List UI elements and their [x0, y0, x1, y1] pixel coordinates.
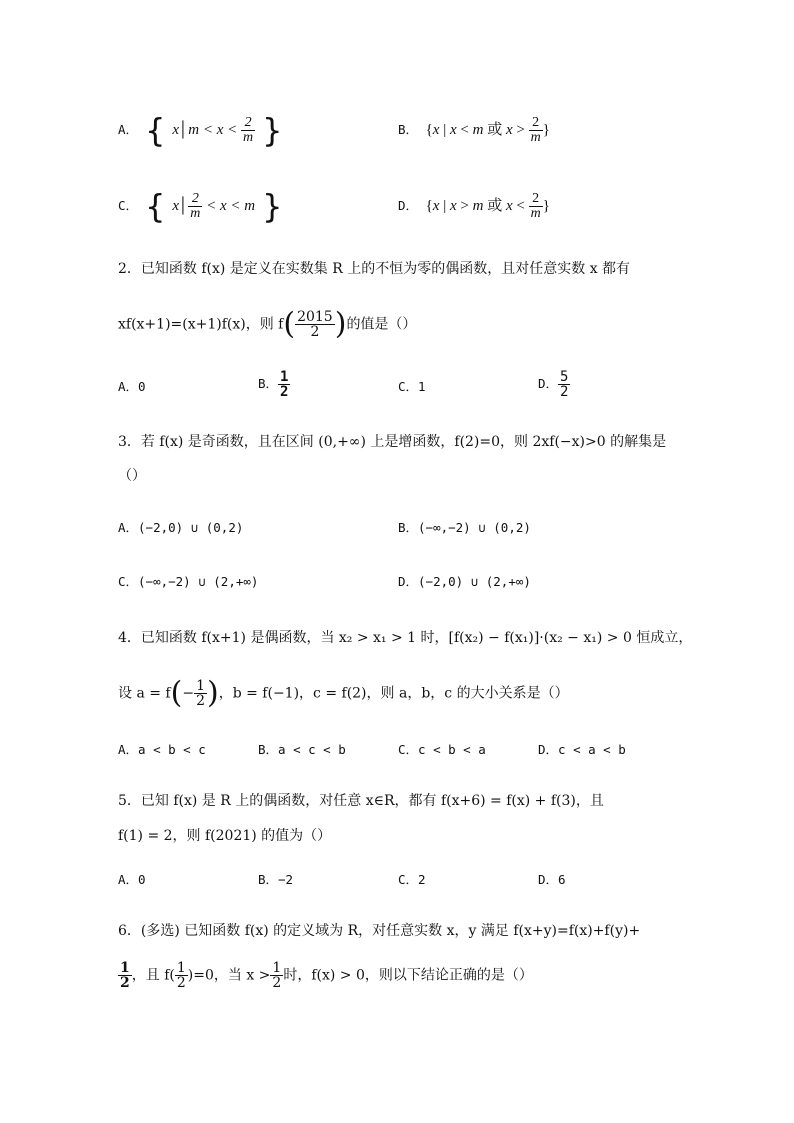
q4-frac-num: 1 — [196, 678, 205, 694]
q2-option-b-num: 1 — [280, 369, 289, 385]
q1-option-b-label: B． — [398, 121, 419, 137]
right-brace-icon: } — [262, 187, 282, 226]
q2-option-d-den: 2 — [560, 384, 569, 400]
q2-option-d[interactable] — [538, 370, 570, 399]
q6-half-num: 1 — [120, 960, 130, 976]
q2-option-b-den: 2 — [280, 384, 289, 400]
q1-option-d[interactable]: D． {x | x > m 或 x < $\frac{2}{m}$ } — [398, 191, 550, 221]
q5-line1: 5．已知 f(x) 是 R 上的偶函数，对任意 x∈R，都有 f(x+6) = f(x) + f(3)，且 — [118, 793, 604, 809]
q2-option-b-label: B． — [258, 376, 279, 391]
q5-option-d[interactable]: D．6 — [538, 872, 566, 887]
q4-option-a[interactable]: A．a < b < c — [118, 742, 206, 757]
q1-option-a[interactable] — [118, 111, 282, 150]
q2-option-c[interactable]: C．1 — [398, 379, 426, 394]
q6-frac-num: 1 — [176, 960, 186, 976]
q5-option-c[interactable]: C．2 — [398, 872, 426, 887]
q2-line2-post: 的值是（） — [346, 316, 417, 333]
q4-line2-pre: 设 a = f — [118, 685, 171, 702]
q3-option-c[interactable]: C．(−∞,−2) ∪ (2,+∞) — [118, 574, 259, 589]
q4-frac-den: 2 — [196, 693, 205, 709]
q2-option-a[interactable]: A．0 — [118, 379, 146, 394]
q1-option-a-label: A． — [118, 121, 139, 137]
q6-line2-b: )=0，当 x > — [187, 967, 271, 984]
q2-option-b[interactable] — [258, 370, 290, 399]
q4-option-c[interactable]: C．c < b < a — [398, 742, 486, 757]
q6-line2-a: ，且 f( — [131, 967, 175, 984]
q1-option-d-label: D． — [398, 197, 419, 213]
q6-frac-den: 2 — [176, 975, 186, 991]
q4-option-d[interactable]: D．c < a < b — [538, 742, 626, 757]
q4-line2-post: ，b = f(−1)，c = f(2)，则 a，b，c 的大小关系是（） — [218, 685, 569, 702]
left-brace-icon: { — [145, 187, 165, 226]
q2-frac-den: 2 — [310, 324, 320, 340]
q1-option-c[interactable] — [118, 187, 282, 226]
q4-option-b[interactable]: B．a < c < b — [258, 742, 346, 757]
q5-option-b[interactable]: B．−2 — [258, 872, 294, 887]
q2-line1: 2．已知函数 f(x) 是定义在实数集 R 上的不恒为零的偶函数，且对任意实数 x 都有 — [118, 261, 631, 277]
q1-option-a-math: x│m < x < $\frac{2}{m}$ — [172, 115, 254, 145]
q4-line2: 设 a = f(− $\frac{1}{2}$ )，b = f(−1)，c = f(2)，则 a，b，c 的大小关系是（） — [118, 675, 569, 711]
q2-option-d-label: D． — [538, 376, 559, 391]
q3-line1: 3．若 f(x) 是奇函数，且在区间 (0,+∞) 上是增函数，f(2)=0，则 2xf(−x)>0 的解集是 — [118, 434, 667, 450]
right-brace-icon: } — [262, 111, 282, 150]
q6-line1: 6．(多选) 已知函数 f(x) 的定义域为 R，对任意实数 x，y 满足 f(x+y)=f(x)+f(y)+ — [118, 923, 641, 939]
q5-line2: f(1) = 2，则 f(2021) 的值为（） — [118, 828, 332, 844]
q6-line2-c: 时，f(x) > 0，则以下结论正确的是（） — [283, 967, 533, 984]
q6-line2: $\frac{1}{2}$ ，且 f( $\frac{1}{2}$ )=0，当 x > $\frac{1}{2}$ 时，f(x) > 0，则以下结论正确的是（） — [120, 960, 533, 991]
q3-line2: （） — [118, 468, 146, 484]
q5-option-a[interactable]: A．0 — [118, 872, 146, 887]
q2-line2: xf(x+1)=(x+1)f(x)，则 f( $\frac{2015}{2}$ )的值是（） — [118, 306, 417, 342]
q2-line2-pre: xf(x+1)=(x+1)f(x)，则 f — [118, 316, 284, 333]
q1-option-b[interactable]: B． {x | x < m 或 x > $\frac{2}{m}$ } — [398, 115, 550, 145]
q4-line1: 4．已知函数 f(x+1) 是偶函数，当 x₂ > x₁ > 1 时，[f(x₂) − f(x₁)]·(x₂ − x₁) > 0 恒成立， — [118, 630, 693, 646]
q1-option-c-math: x│ $\frac{2}{m}$ < x < m — [172, 191, 256, 221]
q3-option-b[interactable]: B．(−∞,−2) ∪ (0,2) — [398, 520, 531, 535]
q2-option-d-num: 5 — [560, 369, 569, 385]
q3-option-d[interactable]: D．(−2,0) ∪ (2,+∞) — [398, 574, 531, 589]
q6-half-den: 2 — [120, 975, 130, 991]
q3-option-a[interactable]: A．(−2,0) ∪ (0,2) — [118, 520, 244, 535]
q1-option-c-label: C． — [118, 197, 139, 213]
q2-frac-num: 2015 — [297, 309, 333, 325]
left-brace-icon: { — [145, 111, 165, 150]
